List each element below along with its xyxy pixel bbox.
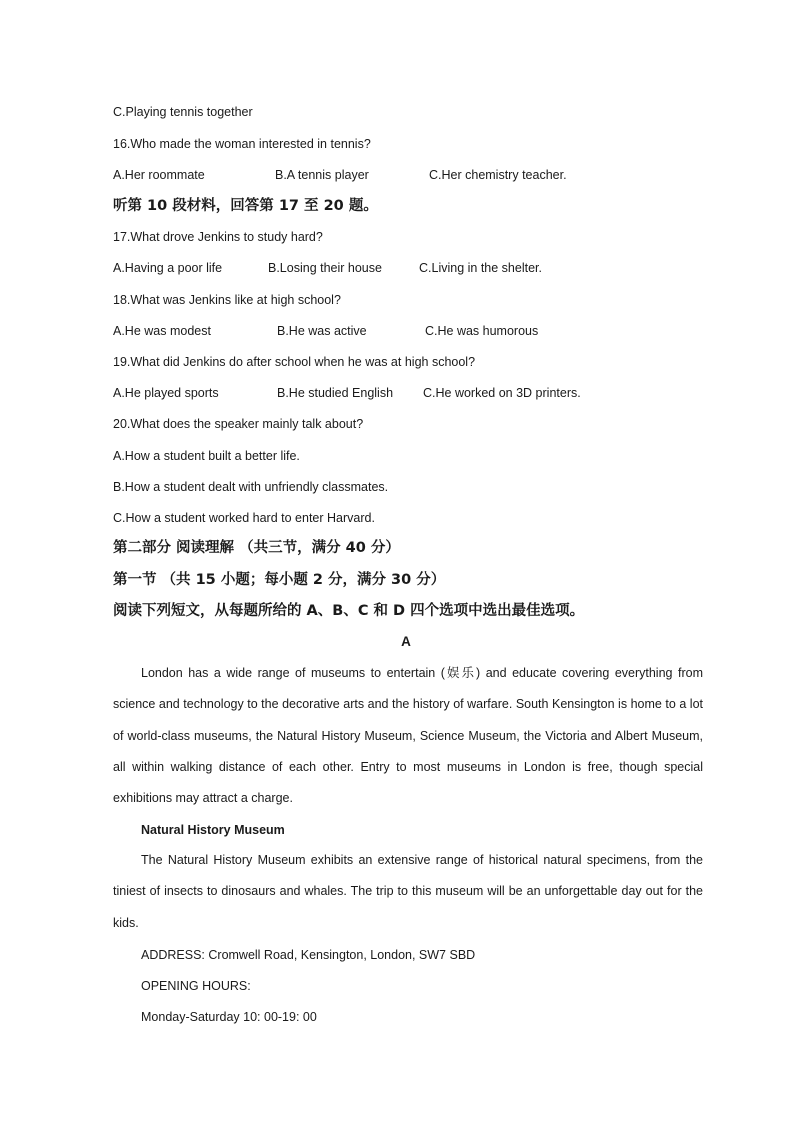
part2-heading: 第二部分 阅读理解 （共三节，满分 40 分） [113,540,400,556]
q19-option-c: C.He worked on 3D printers. [423,386,581,400]
q18-option-b: B.He was active [277,324,367,338]
instructions: 阅读下列短文，从每题所给的 A、B、C 和 D 四个选项中选出最佳选项。 [113,603,585,619]
q16-option-a: A.Her roommate [113,168,205,182]
q16-option-b: B.A tennis player [275,168,369,182]
section10-heading: 听第 10 段材料，回答第 17 至 20 题。 [113,198,378,214]
intro-paragraph: London has a wide range of museums to entertain (娱乐) and educate covering everything from science and technology to the decorative arts and the history of warfare. South Kensington is home to a lot of world-class museums, the Natural History Museum, Science Museum, the Victoria and Albert Museum, all within walking distance of each other. Entry to most museums in London is free, though special exhibitions may attract a charge. [113,666,703,806]
q17-option-c: C.Living in the shelter. [419,261,542,275]
q18-option-c: C.He was humorous [425,324,539,338]
q17-option-b: B.Losing their house [268,261,382,275]
museum-title: Natural History Museum [141,823,285,837]
museum-address: ADDRESS: Cromwell Road, Kensington, London, SW7 SBD [141,948,476,962]
museum-paragraph: The Natural History Museum exhibits an extensive range of historical natural specimens, from the tiniest of insects to dinosaurs and whales. The trip to this museum will be an unforgettable day out for the kids. [113,853,703,930]
opening-hours-label: OPENING HOURS: [141,979,251,993]
q16-option-c: C.Her chemistry teacher. [429,168,567,182]
q15-option-c: C.Playing tennis together [113,105,253,119]
q19-option-b: B.He studied English [277,386,394,400]
q20-option-c: C.How a student worked hard to enter Harvard. [113,511,375,525]
q18-option-a: A.He was modest [113,324,211,338]
q20-question: 20.What does the speaker mainly talk about? [113,417,364,431]
q19-option-a: A.He played sports [113,386,219,400]
section1-heading: 第一节 （共 15 小题；每小题 2 分，满分 30 分） [113,572,446,588]
q17-option-a: A.Having a poor life [113,261,223,275]
passage-label: A [401,634,411,649]
q19-question: 19.What did Jenkins do after school when he was at high school? [113,355,476,369]
q18-question: 18.What was Jenkins like at high school? [113,293,341,307]
q16-question: 16.Who made the woman interested in tennis? [113,137,371,151]
opening-hours: Monday-Saturday 10: 00-19: 00 [141,1010,317,1024]
q20-option-a: A.How a student built a better life. [113,449,300,463]
q20-option-b: B.How a student dealt with unfriendly classmates. [113,480,389,494]
q17-question: 17.What drove Jenkins to study hard? [113,230,323,244]
